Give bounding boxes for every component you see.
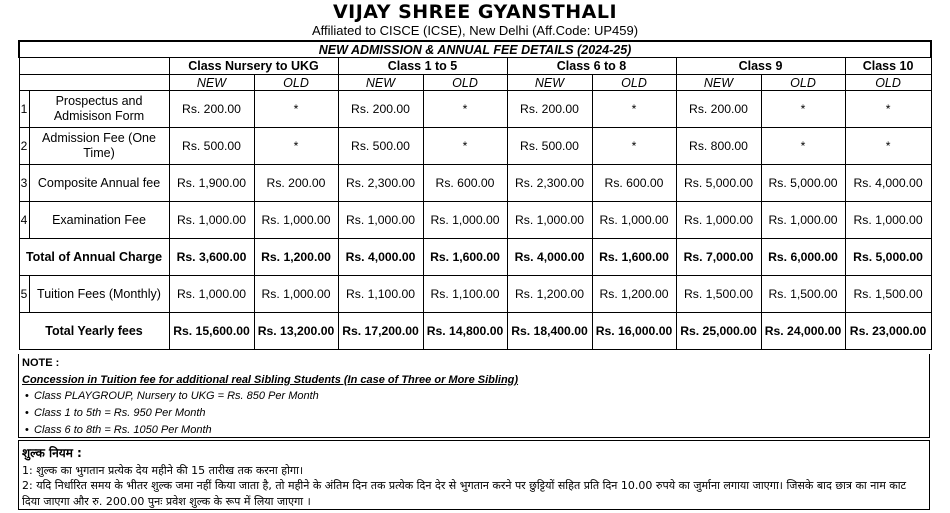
table-row (19, 91, 931, 128)
sub-header: NEW (169, 75, 254, 91)
table-row (19, 165, 931, 202)
sub-header: OLD (423, 75, 507, 91)
fee-cell: Rs. 1,000.00 (423, 202, 507, 239)
fee-cell: Rs. 1,600.00 (423, 239, 507, 276)
row-number: 2 (19, 128, 29, 165)
fee-cell: Rs. 1,500.00 (845, 276, 931, 313)
fee-cell: * (254, 128, 338, 165)
note-box (18, 354, 930, 438)
fee-cell: Rs. 5,000.00 (845, 239, 931, 276)
row-number: 5 (19, 276, 29, 313)
fee-cell: Rs. 1,000.00 (676, 202, 761, 239)
fee-table (18, 40, 932, 350)
rule-1: 1: शुल्क का भुगतान प्रत्येक देय महीने की 15 तारीख तक करना होगा। (22, 464, 304, 477)
fee-cell: Rs. 7,000.00 (676, 239, 761, 276)
table-row (19, 276, 931, 313)
row-label: Tuition Fees (Monthly) (29, 276, 169, 313)
fee-cell: Rs. 1,200.00 (254, 239, 338, 276)
fee-cell: * (254, 91, 338, 128)
row-label: Examination Fee (29, 202, 169, 239)
group-header: Class 10 (845, 58, 931, 75)
school-name: VIJAY SHREE GYANSTHALI (332, 1, 618, 23)
sub-header: OLD (845, 75, 931, 91)
sub-header: NEW (507, 75, 592, 91)
fee-cell: Rs. 1,100.00 (338, 276, 423, 313)
group-header: Class 1 to 5 (338, 58, 507, 75)
affiliation-line: Affiliated to CISCE (ICSE), New Delhi (Aff.Code: UP459) (311, 23, 639, 38)
concession-item-text: Class PLAYGROUP, Nursery to UKG = Rs. 850 Per Month (34, 390, 319, 402)
row-number: 1 (19, 91, 29, 128)
fee-cell: Rs. 1,000.00 (761, 202, 845, 239)
fee-cell: Rs. 1,500.00 (761, 276, 845, 313)
fee-cell: Rs. 1,200.00 (592, 276, 676, 313)
fee-cell: Rs. 3,600.00 (169, 239, 254, 276)
fee-cell: Rs. 2,300.00 (507, 165, 592, 202)
fee-cell: Rs. 1,900.00 (169, 165, 254, 202)
fee-cell: Rs. 500.00 (507, 128, 592, 165)
fee-cell: Rs. 1,000.00 (169, 276, 254, 313)
row-label: Composite Annual fee (29, 165, 169, 202)
sub-header: OLD (592, 75, 676, 91)
fee-cell: Rs. 600.00 (592, 165, 676, 202)
header-blank-cell (19, 75, 169, 91)
row-label: Total of Annual Charge (19, 239, 169, 276)
fee-cell: Rs. 18,400.00 (507, 313, 592, 350)
row-number: 3 (19, 165, 29, 202)
fee-cell: * (423, 91, 507, 128)
table-row (19, 313, 931, 350)
table-row (19, 239, 931, 276)
fee-cell: Rs. 15,600.00 (169, 313, 254, 350)
fee-rows (19, 91, 931, 350)
fee-cell: Rs. 1,200.00 (507, 276, 592, 313)
fee-cell: Rs. 6,000.00 (761, 239, 845, 276)
fee-cell: Rs. 1,000.00 (845, 202, 931, 239)
sub-header: NEW (676, 75, 761, 91)
fee-cell: Rs. 1,000.00 (338, 202, 423, 239)
concession-item-text: Class 6 to 8th = Rs. 1050 Per Month (34, 424, 212, 436)
fee-cell: Rs. 13,200.00 (254, 313, 338, 350)
fee-cell: Rs. 24,000.00 (761, 313, 845, 350)
fee-cell: Rs. 5,000.00 (761, 165, 845, 202)
row-label: Admission Fee (One Time) (29, 128, 169, 165)
bullet-icon: • (25, 407, 29, 419)
table-row (19, 202, 931, 239)
fee-cell: Rs. 1,000.00 (254, 276, 338, 313)
rule-2: 2: यदि निर्धारित समय के भीतर शुल्क जमा नहीं किया जाता है, तो महीने के अंतिम दिन तक प्रत्येक दिन देर से भुगतान करने पर छुट्टियों सहित प्रति दिन 10.00 रुपये का जुर्माना लगाया जाएगा। जिसके बाद छात्र का नाम काट दिया जाएगा और रु. 200.00 पुनः प्रवेश शुल्क के रूप में लिया जाएगा । (22, 479, 907, 508)
fee-cell: Rs. 500.00 (169, 128, 254, 165)
fee-cell: Rs. 1,000.00 (169, 202, 254, 239)
bullet-icon: • (25, 424, 29, 436)
row-label: Prospectus and Admisison Form (29, 91, 169, 128)
fee-cell: Rs. 600.00 (423, 165, 507, 202)
row-number: 4 (19, 202, 29, 239)
fee-cell: Rs. 200.00 (338, 91, 423, 128)
fee-cell: Rs. 14,800.00 (423, 313, 507, 350)
fee-cell: Rs. 1,600.00 (592, 239, 676, 276)
fee-cell: Rs. 1,000.00 (507, 202, 592, 239)
fee-cell: * (592, 91, 676, 128)
bullet-icon: • (25, 390, 29, 402)
fee-cell: Rs. 2,300.00 (338, 165, 423, 202)
sub-header: OLD (761, 75, 845, 91)
fee-cell: * (423, 128, 507, 165)
concession-item (25, 424, 212, 436)
fee-cell: * (845, 91, 931, 128)
fee-cell: * (761, 128, 845, 165)
group-header: Class Nursery to UKG (169, 58, 338, 75)
fee-cell: Rs. 200.00 (507, 91, 592, 128)
fee-cell: * (592, 128, 676, 165)
fee-cell: Rs. 500.00 (338, 128, 423, 165)
sub-header: OLD (254, 75, 338, 91)
fee-cell: Rs. 17,200.00 (338, 313, 423, 350)
fee-cell: Rs. 200.00 (169, 91, 254, 128)
table-row (19, 128, 931, 165)
sub-header: NEW (338, 75, 423, 91)
fee-cell: Rs. 1,000.00 (254, 202, 338, 239)
rules-title: शुल्क नियम : (22, 446, 82, 460)
fee-cell: Rs. 1,000.00 (592, 202, 676, 239)
concession-item (25, 390, 319, 402)
fee-cell: Rs. 1,100.00 (423, 276, 507, 313)
fee-cell: Rs. 4,000.00 (338, 239, 423, 276)
fee-cell: * (845, 128, 931, 165)
fee-cell: Rs. 800.00 (676, 128, 761, 165)
group-header: Class 6 to 8 (507, 58, 676, 75)
header-blank-cell (19, 58, 169, 75)
group-header: Class 9 (676, 58, 845, 75)
concession-heading: Concession in Tuition fee for additional real Sibling Students (In case of Three or More Sibling) (22, 374, 519, 386)
fee-cell: Rs. 25,000.00 (676, 313, 761, 350)
fee-cell: Rs. 4,000.00 (507, 239, 592, 276)
row-label: Total Yearly fees (19, 313, 169, 350)
fee-cell: Rs. 1,500.00 (676, 276, 761, 313)
concession-item (25, 407, 206, 419)
note-title: NOTE : (22, 357, 60, 369)
fee-cell: * (761, 91, 845, 128)
fee-cell: Rs. 200.00 (676, 91, 761, 128)
fee-cell: Rs. 16,000.00 (592, 313, 676, 350)
fee-rules-box (18, 440, 930, 510)
fee-cell: Rs. 23,000.00 (845, 313, 931, 350)
fee-cell: Rs. 5,000.00 (676, 165, 761, 202)
fee-cell: Rs. 200.00 (254, 165, 338, 202)
concession-item-text: Class 1 to 5th = Rs. 950 Per Month (34, 407, 206, 419)
table-caption: NEW ADMISSION & ANNUAL FEE DETAILS (2024-25) (19, 41, 931, 58)
fee-cell: Rs. 4,000.00 (845, 165, 931, 202)
